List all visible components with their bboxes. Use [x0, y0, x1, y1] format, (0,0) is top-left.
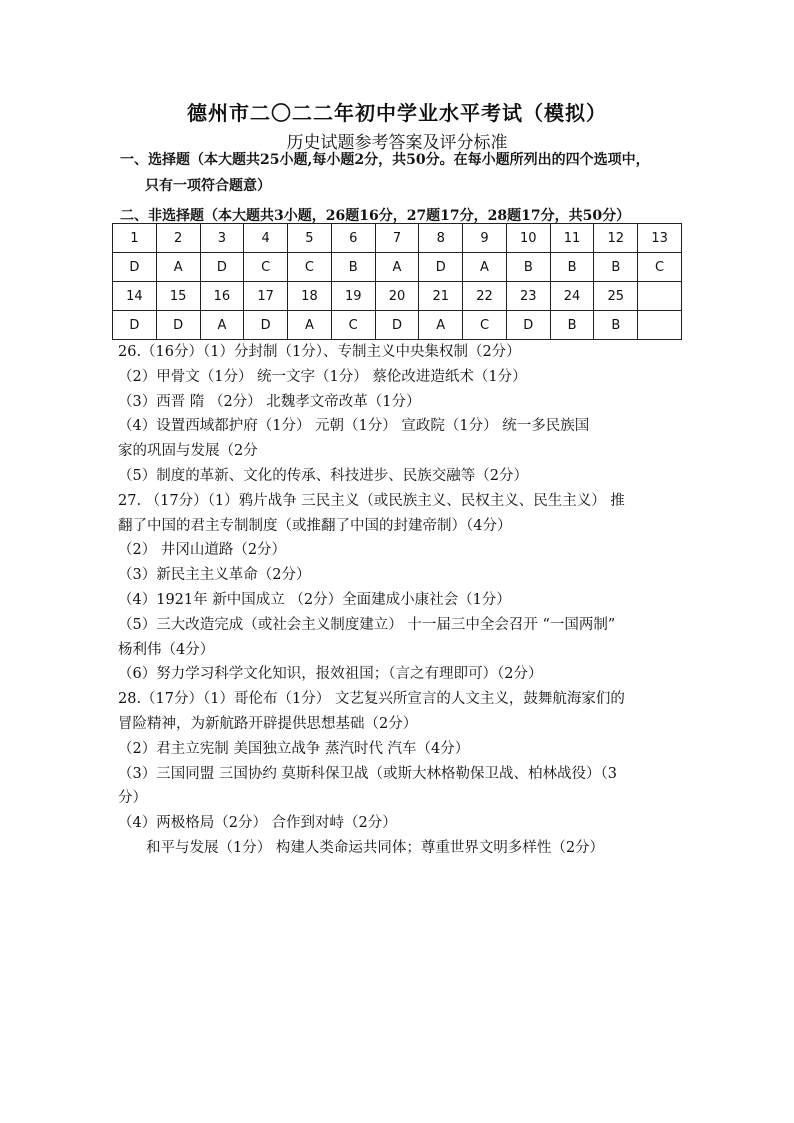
table-cell: B — [594, 253, 638, 282]
table-cell: 22 — [463, 282, 507, 311]
answer-line: 26.（16分）（1）分封制（1分）、专制主义中央集权制（2分） — [118, 344, 521, 360]
answer-line: 和平与发展（1分） 构建人类命运共同体；尊重世界文明多样性（2分） — [146, 839, 605, 856]
table-cell: D — [200, 253, 244, 282]
table-cell: 12 — [594, 224, 638, 253]
answer-line: 家的巩固与发展（2分 — [118, 443, 258, 460]
table-cell: C — [288, 253, 332, 282]
table-cell — [638, 282, 682, 311]
table-cell: 21 — [419, 282, 463, 311]
section2-heading: 二、非选择题（本大题共3小题，26题16分，27题17分，28题17分，共50分） — [120, 208, 631, 224]
section1-heading-cont: 只有一项符合题意） — [145, 178, 271, 194]
answer-line: （3）西晋 隋 （2分） 北魏孝文帝改革（1分） — [118, 393, 421, 410]
answer-body — [118, 340, 678, 861]
table-cell: A — [375, 253, 419, 282]
table-cell: 7 — [375, 224, 419, 253]
table-cell: A — [200, 311, 244, 340]
answer-line: 分） — [118, 790, 147, 807]
table-cell: B — [331, 253, 375, 282]
table-cell: D — [375, 311, 419, 340]
table-cell: D — [419, 253, 463, 282]
table-cell: D — [244, 311, 288, 340]
answer-line: （5）三大改造完成（或社会主义制度建立） 十一届三中全会召开 “一国两制” — [118, 616, 616, 633]
table-cell: 24 — [550, 282, 594, 311]
table-cell: A — [463, 253, 507, 282]
answer-line: 28.（17分）（1）哥伦布（1分） 文艺复兴所宣言的人文主义，鼓舞航海家们的 — [118, 691, 625, 708]
document-title: 德州市二〇二二年初中学业水平考试（模拟） — [187, 101, 607, 125]
answer-line: 冒险精神，为新航路开辟提供思想基础（2分） — [118, 715, 418, 732]
table-row — [113, 282, 682, 311]
answer-line: （6）努力学习科学文化知识，报效祖国；（言之有理即可）（2分） — [118, 666, 543, 683]
answer-line: （2）甲骨文（1分） 统一文字（1分） 蔡伦改进造纸术（1分） — [118, 368, 527, 385]
table-cell: D — [113, 253, 157, 282]
table-cell: 16 — [200, 282, 244, 311]
table-cell: 23 — [506, 282, 550, 311]
table-cell: B — [550, 311, 594, 340]
table-cell: 25 — [594, 282, 638, 311]
table-cell: 5 — [288, 224, 332, 253]
document-subtitle: 历史试题参考答案及评分标准 — [286, 133, 508, 153]
table-cell: 3 — [200, 224, 244, 253]
table-row — [113, 224, 682, 253]
table-cell: C — [463, 311, 507, 340]
table-cell: D — [113, 311, 157, 340]
table-cell: B — [594, 311, 638, 340]
table-cell: D — [506, 311, 550, 340]
table-cell: 20 — [375, 282, 419, 311]
answer-line: （3）新民主主义革命（2分） — [118, 567, 311, 584]
answer-line: （4）1921年 新中国成立 （2分）全面建成小康社会（1分） — [118, 591, 511, 608]
table-cell: C — [331, 311, 375, 340]
table-cell: 14 — [113, 282, 157, 311]
table-cell: C — [638, 253, 682, 282]
table-cell: 1 — [113, 224, 157, 253]
table-cell: 17 — [244, 282, 288, 311]
table-cell: C — [244, 253, 288, 282]
section1-heading: 一、选择题（本大题共25小题,每小题2分，共50分。在每小题所列出的四个选项中， — [120, 152, 650, 168]
table-row — [113, 311, 682, 340]
answer-line: 27. （17分）（1）鸦片战争 三民主义（或民族主义、民权主义、民生主义） 推 — [118, 492, 625, 509]
answer-table — [112, 223, 682, 340]
table-cell: D — [156, 311, 200, 340]
answer-line: 翻了中国的君主专制制度（或推翻了中国的封建帝制）（4分） — [118, 517, 512, 534]
table-cell: B — [550, 253, 594, 282]
table-cell: B — [506, 253, 550, 282]
answer-line: （5）制度的革新、文化的传承、科技进步、民族交融等（2分） — [118, 467, 528, 484]
table-cell: A — [288, 311, 332, 340]
table-cell: 13 — [638, 224, 682, 253]
answer-line: （4）两极格局（2分） 合作到对峙（2分） — [118, 815, 397, 832]
table-cell: 19 — [331, 282, 375, 311]
answer-line: （2）君主立宪制 美国独立战争 蒸汽时代 汽车（4分） — [118, 740, 470, 757]
table-cell: A — [156, 253, 200, 282]
answer-line: （2） 井冈山道路（2分） — [118, 542, 287, 559]
answer-line: （3）三国同盟 三国协约 莫斯科保卫战（或斯大林格勒保卫战、柏林战役）（3 — [118, 765, 617, 782]
table-cell: 9 — [463, 224, 507, 253]
table-cell: A — [419, 311, 463, 340]
table-cell: 8 — [419, 224, 463, 253]
table-cell: 18 — [288, 282, 332, 311]
table-row — [113, 253, 682, 282]
answer-line: 杨利伟（4分） — [118, 641, 215, 658]
table-cell: 2 — [156, 224, 200, 253]
table-cell: 15 — [156, 282, 200, 311]
table-cell — [638, 311, 682, 340]
table-cell: 11 — [550, 224, 594, 253]
table-cell: 4 — [244, 224, 288, 253]
answer-line: （4）设置西域都护府（1分） 元朝（1分） 宣政院（1分） 统一多民族国 — [118, 418, 590, 435]
table-cell: 10 — [506, 224, 550, 253]
table-cell: 6 — [331, 224, 375, 253]
